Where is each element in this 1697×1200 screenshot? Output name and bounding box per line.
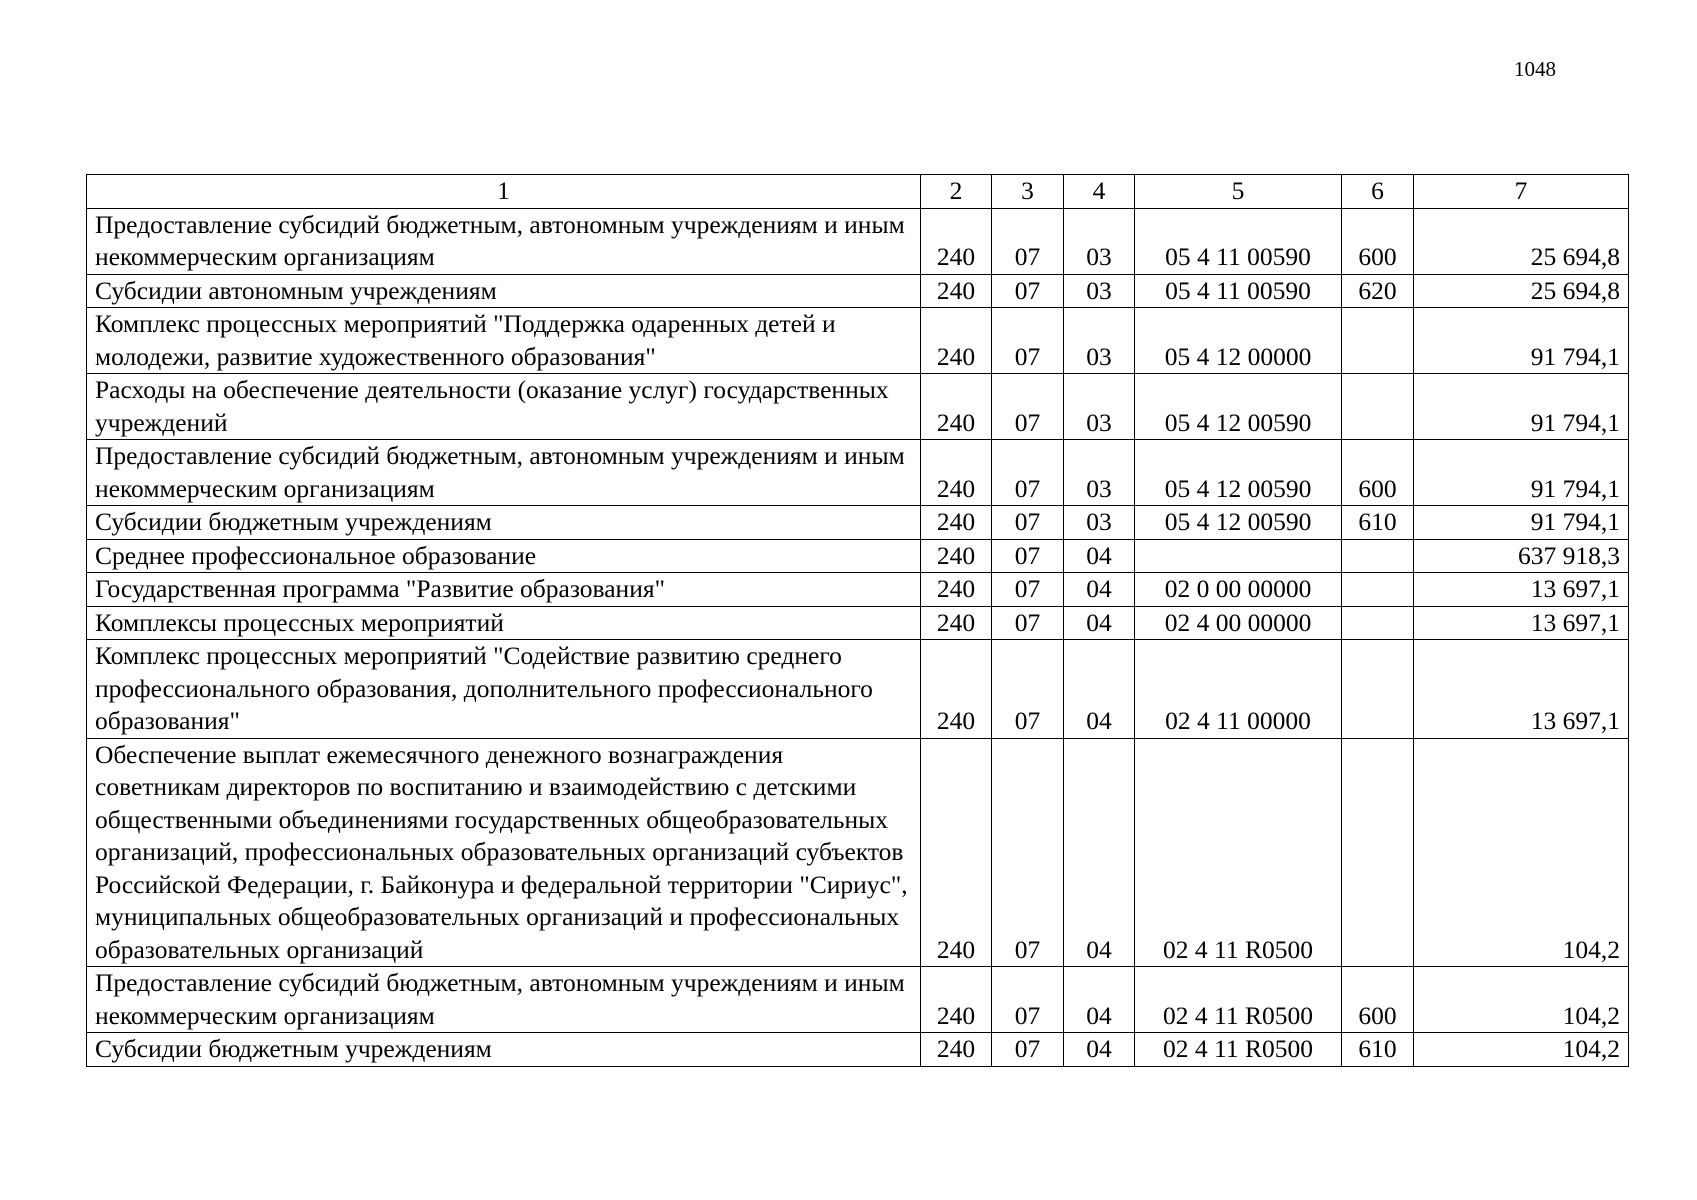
row-amount: 104,2 — [1414, 967, 1629, 1033]
row-subsection: 04 — [1064, 967, 1135, 1033]
row-name: Субсидии бюджетным учреждениям — [87, 1033, 921, 1067]
row-grbs: 240 — [921, 374, 992, 440]
row-expense-type — [1342, 738, 1414, 967]
row-section: 07 — [992, 1033, 1064, 1067]
row-target-code: 05 4 11 00590 — [1135, 208, 1342, 274]
row-amount: 91 794,1 — [1414, 506, 1629, 540]
row-target-code: 05 4 12 00590 — [1135, 440, 1342, 506]
row-expense-type: 610 — [1342, 1033, 1414, 1067]
row-name: Комплекс процессных мероприятий "Поддержка одаренных детей и молодежи, развитие художественного образования" — [87, 308, 921, 374]
table-row — [87, 738, 1629, 967]
table-row — [87, 506, 1629, 540]
row-grbs: 240 — [921, 539, 992, 573]
row-subsection: 04 — [1064, 1033, 1135, 1067]
row-expense-type — [1342, 539, 1414, 573]
row-amount: 91 794,1 — [1414, 308, 1629, 374]
row-amount: 104,2 — [1414, 738, 1629, 967]
row-target-code: 02 4 00 00000 — [1135, 606, 1342, 640]
row-name: Предоставление субсидий бюджетным, автономным учреждениям и иным некоммерческим организациям — [87, 440, 921, 506]
column-header-3: 3 — [992, 175, 1064, 209]
row-subsection: 04 — [1064, 573, 1135, 607]
row-target-code — [1135, 539, 1342, 573]
table-row — [87, 374, 1629, 440]
row-grbs: 240 — [921, 738, 992, 967]
row-name: Обеспечение выплат ежемесячного денежного вознаграждения советникам директоров по воспитанию и взаимодействию с детскими общественными объединениями государственных общеобразовательных организаций, профессиональных образовательных организаций субъектов Российской Федерации, г. Байконура и федеральной территории "Сириус", муниципальных общеобразовательных организаций и профессиональных образовательных организаций — [87, 738, 921, 967]
row-expense-type — [1342, 308, 1414, 374]
row-subsection: 04 — [1064, 606, 1135, 640]
row-grbs: 240 — [921, 573, 992, 607]
row-expense-type: 600 — [1342, 967, 1414, 1033]
row-grbs: 240 — [921, 208, 992, 274]
row-subsection: 03 — [1064, 440, 1135, 506]
row-amount: 104,2 — [1414, 1033, 1629, 1067]
row-target-code: 05 4 11 00590 — [1135, 274, 1342, 308]
row-subsection: 03 — [1064, 308, 1135, 374]
row-target-code: 05 4 12 00590 — [1135, 374, 1342, 440]
row-section: 07 — [992, 606, 1064, 640]
row-expense-type — [1342, 640, 1414, 739]
table-row — [87, 539, 1629, 573]
row-expense-type: 600 — [1342, 440, 1414, 506]
table-row — [87, 967, 1629, 1033]
row-expense-type — [1342, 573, 1414, 607]
row-target-code: 02 4 11 00000 — [1135, 640, 1342, 739]
row-section: 07 — [992, 738, 1064, 967]
row-amount: 13 697,1 — [1414, 573, 1629, 607]
row-amount: 25 694,8 — [1414, 208, 1629, 274]
row-name: Предоставление субсидий бюджетным, автономным учреждениям и иным некоммерческим организациям — [87, 967, 921, 1033]
row-target-code: 05 4 12 00590 — [1135, 506, 1342, 540]
table-row — [87, 573, 1629, 607]
row-target-code: 02 4 11 R0500 — [1135, 738, 1342, 967]
row-grbs: 240 — [921, 606, 992, 640]
row-expense-type: 610 — [1342, 506, 1414, 540]
row-subsection: 04 — [1064, 640, 1135, 739]
table-row — [87, 1033, 1629, 1067]
row-subsection: 03 — [1064, 506, 1135, 540]
table-header-row — [87, 175, 1629, 209]
row-expense-type: 600 — [1342, 208, 1414, 274]
row-expense-type — [1342, 606, 1414, 640]
column-header-6: 6 — [1342, 175, 1414, 209]
column-header-5: 5 — [1135, 175, 1342, 209]
row-amount: 637 918,3 — [1414, 539, 1629, 573]
row-name: Предоставление субсидий бюджетным, автономным учреждениям и иным некоммерческим организациям — [87, 208, 921, 274]
row-subsection: 03 — [1064, 374, 1135, 440]
table-row — [87, 208, 1629, 274]
row-target-code: 05 4 12 00000 — [1135, 308, 1342, 374]
row-target-code: 02 4 11 R0500 — [1135, 1033, 1342, 1067]
row-name: Комплексы процессных мероприятий — [87, 606, 921, 640]
table-row — [87, 440, 1629, 506]
row-amount: 91 794,1 — [1414, 374, 1629, 440]
row-subsection: 03 — [1064, 208, 1135, 274]
row-name: Субсидии бюджетным учреждениям — [87, 506, 921, 540]
row-section: 07 — [992, 440, 1064, 506]
row-section: 07 — [992, 208, 1064, 274]
table-row — [87, 274, 1629, 308]
table-row — [87, 606, 1629, 640]
row-section: 07 — [992, 967, 1064, 1033]
row-section: 07 — [992, 506, 1064, 540]
row-section: 07 — [992, 374, 1064, 440]
row-grbs: 240 — [921, 967, 992, 1033]
row-amount: 91 794,1 — [1414, 440, 1629, 506]
row-name: Расходы на обеспечение деятельности (оказание услуг) государственных учреждений — [87, 374, 921, 440]
row-name: Государственная программа "Развитие образования" — [87, 573, 921, 607]
row-grbs: 240 — [921, 1033, 992, 1067]
row-grbs: 240 — [921, 308, 992, 374]
row-section: 07 — [992, 573, 1064, 607]
column-header-2: 2 — [921, 175, 992, 209]
page-number: 1048 — [1514, 57, 1556, 81]
budget-table — [86, 174, 1629, 1067]
row-expense-type — [1342, 374, 1414, 440]
row-section: 07 — [992, 539, 1064, 573]
row-target-code: 02 0 00 00000 — [1135, 573, 1342, 607]
column-header-7: 7 — [1414, 175, 1629, 209]
row-grbs: 240 — [921, 640, 992, 739]
row-grbs: 240 — [921, 440, 992, 506]
row-amount: 13 697,1 — [1414, 606, 1629, 640]
row-grbs: 240 — [921, 274, 992, 308]
column-header-1: 1 — [87, 175, 921, 209]
row-section: 07 — [992, 274, 1064, 308]
row-amount: 13 697,1 — [1414, 640, 1629, 739]
row-name: Среднее профессиональное образование — [87, 539, 921, 573]
row-subsection: 04 — [1064, 539, 1135, 573]
table-row — [87, 640, 1629, 739]
row-subsection: 04 — [1064, 738, 1135, 967]
row-subsection: 03 — [1064, 274, 1135, 308]
row-expense-type: 620 — [1342, 274, 1414, 308]
row-name: Субсидии автономным учреждениям — [87, 274, 921, 308]
column-header-4: 4 — [1064, 175, 1135, 209]
table-row — [87, 308, 1629, 374]
row-target-code: 02 4 11 R0500 — [1135, 967, 1342, 1033]
row-section: 07 — [992, 308, 1064, 374]
row-section: 07 — [992, 640, 1064, 739]
row-name: Комплекс процессных мероприятий "Содействие развитию среднего профессионального образования, дополнительного профессионального образования" — [87, 640, 921, 739]
row-grbs: 240 — [921, 506, 992, 540]
row-amount: 25 694,8 — [1414, 274, 1629, 308]
